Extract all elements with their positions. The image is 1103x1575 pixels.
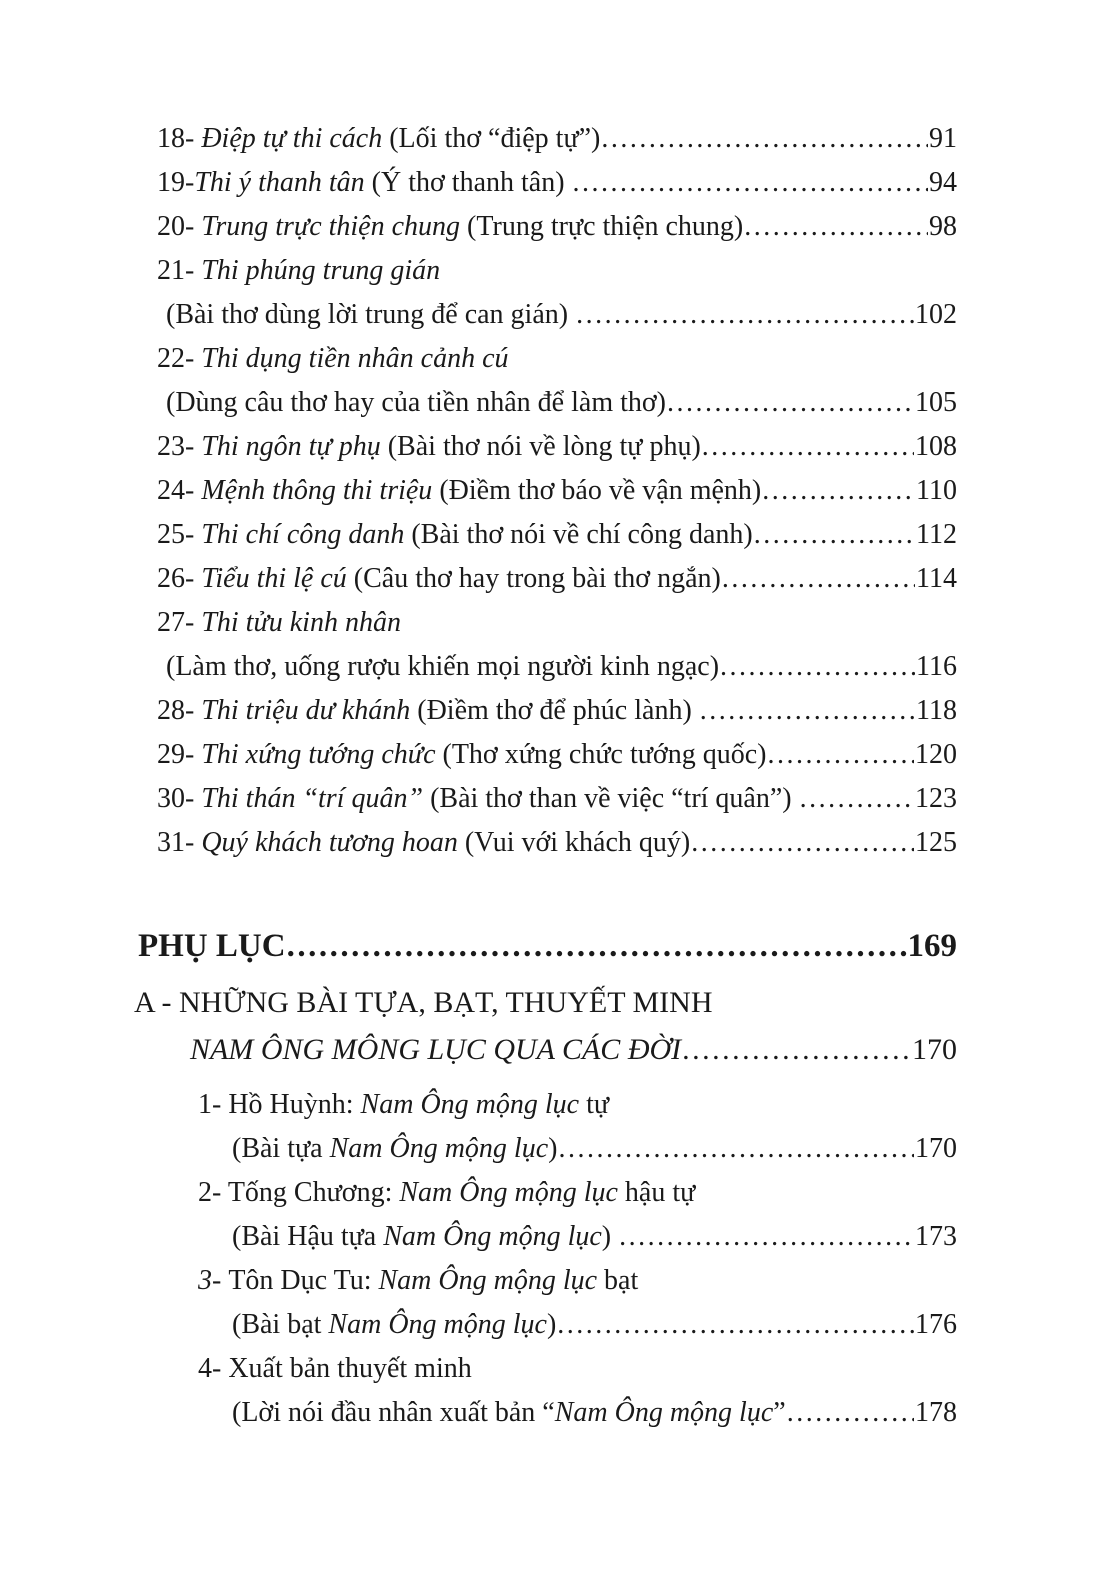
toc-text-segment: ) xyxy=(546,1309,557,1340)
dot-leader xyxy=(787,1391,914,1435)
toc-title-segment: 3- xyxy=(198,1265,229,1296)
page-number: 120 xyxy=(915,739,957,770)
dot-leader xyxy=(762,469,915,513)
toc-text-segment: (Bài bạt xyxy=(232,1309,329,1340)
page-number: 125 xyxy=(915,827,957,858)
dot-leader xyxy=(576,293,914,337)
toc-line xyxy=(0,337,957,381)
toc-text-segment: (Điềm thơ để phúc lành) xyxy=(410,695,699,726)
page-number: 169 xyxy=(907,928,957,964)
page-number: 176 xyxy=(915,1309,957,1340)
toc-text-segment: (Thơ xứng chức tướng quốc) xyxy=(435,739,767,770)
toc-line xyxy=(0,513,957,557)
page-number: 108 xyxy=(915,431,957,462)
toc-text-segment: 28- xyxy=(157,695,202,726)
toc-text-segment: 23- xyxy=(157,431,202,462)
toc-line xyxy=(0,1259,957,1303)
page-number: 114 xyxy=(916,563,957,594)
toc-line xyxy=(0,557,957,601)
dot-leader xyxy=(557,1303,914,1347)
toc-line xyxy=(0,469,957,513)
page-number: 102 xyxy=(915,299,957,330)
toc-text-segment: ) xyxy=(601,1221,619,1252)
toc-text-segment: 18- xyxy=(157,123,202,154)
toc-line xyxy=(0,689,957,733)
page-number: 118 xyxy=(916,695,957,726)
toc-text-segment: (Bài thơ nói về chí công danh) xyxy=(404,519,753,550)
toc-title-segment: Thi tửu kinh nhân xyxy=(201,607,401,638)
toc-text-segment: 20- xyxy=(157,211,202,242)
toc-title-segment: Điệp tự thi cách xyxy=(201,123,383,154)
page-number: 123 xyxy=(915,783,957,814)
toc-title-segment: Thi phúng trung gián xyxy=(201,255,441,286)
page-number: 91 xyxy=(929,123,957,154)
dot-leader xyxy=(667,381,914,425)
toc-text-segment: 27- xyxy=(157,607,202,638)
toc-title-segment: Thi xứng tướng chức xyxy=(201,739,436,770)
dot-leader xyxy=(601,117,928,161)
toc-title-segment: Mệnh thông thi triệu xyxy=(201,475,433,506)
dot-leader xyxy=(722,557,915,601)
toc-text-segment: 19- xyxy=(157,167,195,198)
toc-text-segment: 21- xyxy=(157,255,202,286)
toc-text-segment: 30- xyxy=(157,783,202,814)
toc-title-segment: Nam Ông mộng lục xyxy=(328,1309,547,1340)
dot-leader xyxy=(754,513,915,557)
toc-text-segment: ” xyxy=(773,1397,786,1428)
toc-title-segment: Quý khách tương hoan xyxy=(201,827,458,858)
toc-line xyxy=(0,1083,957,1127)
toc-text-segment: (Trung trực thiện chung) xyxy=(460,211,744,242)
toc-text-segment: (Bài tựa xyxy=(232,1133,330,1164)
toc-line xyxy=(0,777,957,821)
toc-title-segment: Nam Ông mộng lục xyxy=(329,1133,549,1164)
toc-text-segment: bạt xyxy=(597,1265,639,1296)
toc-text-segment: (Làm thơ, uống rượu khiến mọi người kinh ngạc) xyxy=(166,651,720,682)
toc-line xyxy=(0,1391,957,1435)
toc-title-segment: Thi triệu dư khánh xyxy=(201,695,411,726)
dot-leader xyxy=(619,1215,914,1259)
section-a-heading xyxy=(0,979,957,1026)
toc-text-segment: (Bài thơ nói về lòng tự phụ) xyxy=(380,431,701,462)
toc-line xyxy=(0,425,957,469)
dot-leader xyxy=(691,821,914,865)
toc-title-segment: Nam Ông mộng lục xyxy=(383,1221,602,1252)
page-number: 173 xyxy=(915,1221,957,1252)
page-number: 112 xyxy=(916,519,957,550)
toc-text-segment: (Lối thơ “điệp tự”) xyxy=(382,123,601,154)
toc-line xyxy=(0,1127,957,1171)
toc-line xyxy=(0,1347,957,1391)
toc-text-segment: PHỤ LỤC xyxy=(138,928,286,964)
toc-text-segment: 1- Hồ Huỳnh: xyxy=(198,1089,361,1120)
toc-title-segment: Nam Ông mộng lục xyxy=(554,1397,774,1428)
section-a-heading-cont xyxy=(0,1026,957,1073)
toc-line xyxy=(0,293,957,337)
toc-line xyxy=(0,1215,957,1259)
toc-title-segment: Thi ngôn tự phụ xyxy=(201,431,381,462)
toc-title-segment: Thi ý thanh tân xyxy=(194,167,365,198)
toc-line xyxy=(0,205,957,249)
toc-text-segment: (Bài thơ than về việc “trí quân”) xyxy=(423,783,799,814)
toc-text-segment: 31- xyxy=(157,827,202,858)
appendix-heading xyxy=(0,919,957,973)
dot-leader xyxy=(682,1026,911,1073)
page-number: 178 xyxy=(915,1397,957,1428)
page-number: 170 xyxy=(915,1133,957,1164)
toc-title-segment: Tiểu thi lệ cú xyxy=(201,563,347,594)
toc-text-segment: 29- xyxy=(157,739,202,770)
toc-title-segment: Thi chí công danh xyxy=(201,519,405,550)
toc-line xyxy=(0,117,957,161)
toc-title-segment: Trung trực thiện chung xyxy=(201,211,461,242)
dot-leader xyxy=(744,205,928,249)
toc-text-segment: Tôn Dục Tu: xyxy=(228,1265,379,1296)
page-number: 170 xyxy=(912,1033,957,1066)
toc-text-segment: (Điềm thơ báo về vận mệnh) xyxy=(432,475,762,506)
toc-text-segment: (Vui với khách quý) xyxy=(457,827,691,858)
toc-text-segment: hậu tự xyxy=(617,1177,696,1208)
toc-text-segment: A - NHỮNG BÀI TỰA, BẠT, THUYẾT MINH xyxy=(134,986,713,1019)
toc-text-segment: 26- xyxy=(157,563,202,594)
dot-leader xyxy=(720,645,915,689)
toc-title-segment: Nam Ông mộng lục xyxy=(378,1265,598,1296)
dot-leader xyxy=(700,689,915,733)
toc-title-segment: Nam Ông mộng lục xyxy=(399,1177,618,1208)
page-number: 94 xyxy=(929,167,957,198)
dot-leader xyxy=(573,161,928,205)
dot-leader xyxy=(558,1127,914,1171)
page-number: 110 xyxy=(916,475,957,506)
toc-list xyxy=(0,117,957,1435)
toc-title-segment: Thi thán “trí quân” xyxy=(201,783,424,814)
toc-text-segment: 22- xyxy=(157,343,202,374)
toc-text-segment: 24- xyxy=(157,475,202,506)
toc-line xyxy=(0,733,957,777)
toc-line xyxy=(0,1303,957,1347)
toc-line xyxy=(0,645,957,689)
toc-title-segment: Nam Ông mộng lục xyxy=(360,1089,580,1120)
toc-text-segment: (Ý thơ thanh tân) xyxy=(364,167,572,198)
toc-text-segment: ) xyxy=(548,1133,558,1164)
toc-text-segment: (Lời nói đầu nhân xuất bản “ xyxy=(232,1397,555,1428)
toc-line xyxy=(0,821,957,865)
page-number: 105 xyxy=(915,387,957,418)
toc-text-segment: (Câu thơ hay trong bài thơ ngắn) xyxy=(346,563,721,594)
toc-text-segment: (Bài thơ dùng lời trung để can gián) xyxy=(166,299,576,330)
dot-leader xyxy=(287,919,907,973)
toc-title-segment: Thi dụng tiền nhân cảnh cú xyxy=(201,343,509,374)
page-number: 116 xyxy=(916,651,957,682)
toc-text-segment: 25- xyxy=(157,519,202,550)
dot-leader xyxy=(702,425,914,469)
toc-line xyxy=(0,1171,957,1215)
toc-line xyxy=(0,161,957,205)
toc-text-segment: (Bài Hậu tựa xyxy=(232,1221,384,1252)
toc-text-segment: (Dùng câu thơ hay của tiền nhân để làm thơ) xyxy=(166,387,667,418)
toc-text-segment: 2- Tống Chương: xyxy=(198,1177,400,1208)
toc-line xyxy=(0,249,957,293)
toc-title-segment: NAM ÔNG MÔNG LỤC QUA CÁC ĐỜI xyxy=(190,1033,682,1066)
dot-leader xyxy=(767,733,914,777)
toc-line xyxy=(0,601,957,645)
toc-text-segment: 4- Xuất bản thuyết minh xyxy=(198,1353,472,1384)
toc-text-segment: tự xyxy=(579,1089,610,1120)
page-number: 98 xyxy=(929,211,957,242)
dot-leader xyxy=(800,777,914,821)
toc-line xyxy=(0,381,957,425)
